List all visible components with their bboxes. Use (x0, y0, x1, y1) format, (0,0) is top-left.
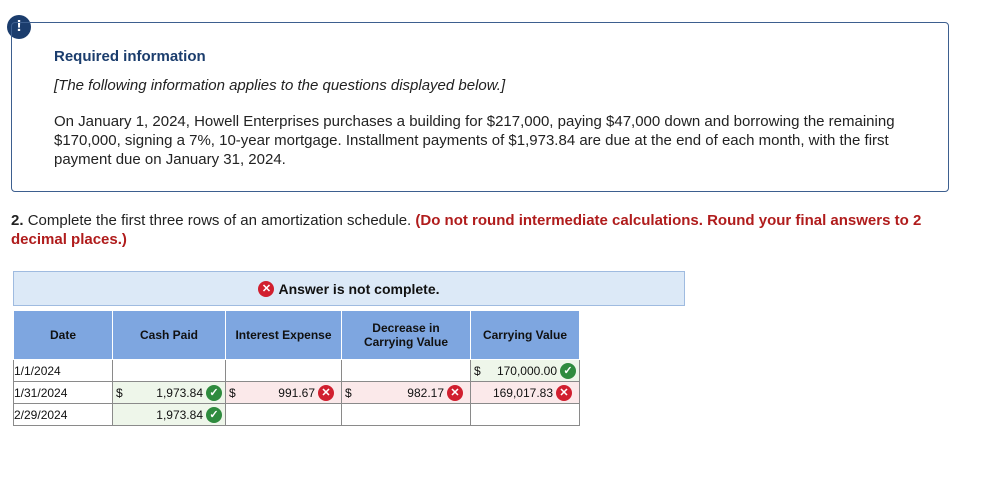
interest-expense-input[interactable] (226, 360, 342, 382)
table-row (14, 404, 580, 426)
incorrect-icon: ✕ (318, 385, 334, 401)
date-cell: 2/29/2024 (14, 404, 113, 426)
carrying-value-input[interactable] (471, 382, 580, 404)
decrease-carrying-input[interactable] (342, 360, 471, 382)
currency-symbol: $ (474, 363, 481, 378)
carrying-value: 170,000.00 (496, 363, 557, 378)
answer-status-banner (13, 271, 685, 306)
header-interest-expense: Interest Expense (226, 311, 342, 360)
date-cell: 1/31/2024 (14, 382, 113, 404)
decrease-carrying-input[interactable] (342, 404, 471, 426)
incorrect-icon: ✕ (556, 385, 572, 401)
cash-paid-input[interactable] (113, 360, 226, 382)
interest-expense-input[interactable] (226, 404, 342, 426)
carrying-value-input[interactable] (471, 404, 580, 426)
answer-status-text: Answer is not complete. (278, 280, 440, 297)
header-decrease-carrying-value: Decrease in Carrying Value (342, 311, 471, 360)
cash-paid-value: 1,973.84 (156, 385, 203, 400)
interest-expense-input[interactable] (226, 382, 342, 404)
check-icon: ✓ (560, 363, 576, 379)
alert-icon: ! (7, 15, 31, 39)
date-cell: 1/1/2024 (14, 360, 113, 382)
info-body: On January 1, 2024, Howell Enterprises purchases a building for $217,000, paying $47,000 down and borrowing the remaining $170,000, signing a 7%, 10-year mortgage. Installment payments of $1,973.84 are due at the end of each month, with the first payment due on January 31, 2024. (54, 113, 895, 168)
header-cash-paid: Cash Paid (113, 311, 226, 360)
carrying-value-input[interactable] (471, 360, 580, 382)
decrease-carrying-input[interactable] (342, 382, 471, 404)
question-prompt (11, 211, 971, 249)
header-carrying-value: Carrying Value (471, 311, 580, 360)
header-date: Date (14, 311, 113, 360)
incorrect-icon: ✕ (447, 385, 463, 401)
cash-paid-input[interactable] (113, 404, 226, 426)
amortization-table (13, 310, 580, 426)
cash-paid-input[interactable] (113, 382, 226, 404)
decrease-value: 982.17 (407, 385, 444, 400)
question-text: Complete the first three rows of an amortization schedule. (27, 212, 412, 229)
table-header-row (14, 311, 580, 360)
required-info-box (11, 22, 949, 192)
table-row (14, 360, 580, 382)
incorrect-icon: ✕ (258, 281, 274, 297)
check-icon: ✓ (206, 407, 222, 423)
currency-symbol: $ (345, 385, 352, 400)
info-title: Required information (54, 48, 206, 65)
cash-paid-value: 1,973.84 (156, 407, 203, 422)
currency-symbol: $ (116, 385, 123, 400)
table-row (14, 382, 580, 404)
interest-expense-value: 991.67 (278, 385, 315, 400)
info-subtitle: [The following information applies to the questions displayed below.] (54, 77, 506, 94)
question-number: 2. (11, 212, 24, 229)
carrying-value: 169,017.83 (492, 385, 553, 400)
currency-symbol: $ (229, 385, 236, 400)
check-icon: ✓ (206, 385, 222, 401)
question-instructions: (Do not round intermediate calculations. Round your final answers to 2 decimal places.) (11, 212, 922, 248)
